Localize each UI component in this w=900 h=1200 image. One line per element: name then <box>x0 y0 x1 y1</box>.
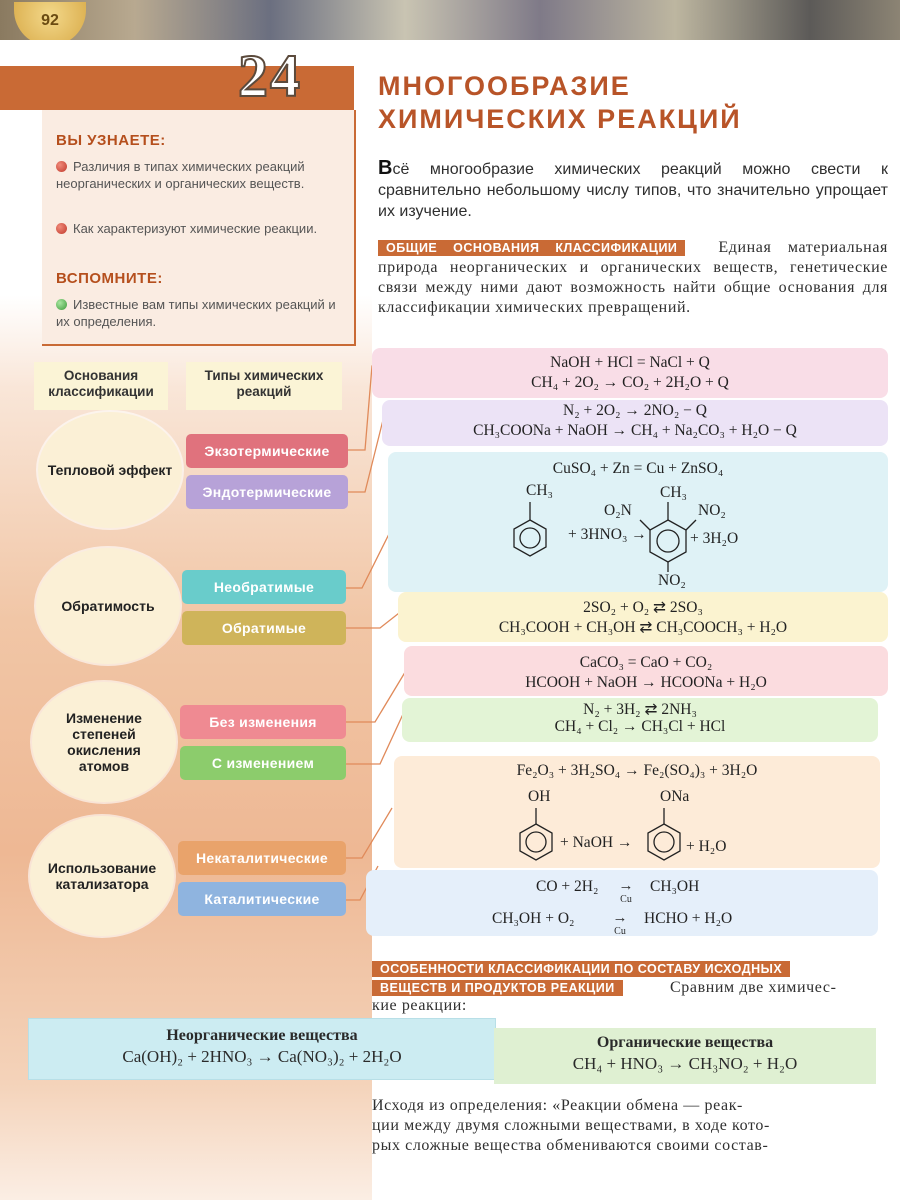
organic-equation: CH₄ + HNO₃ → CH₃NO₂ + H₂O <box>572 1054 798 1073</box>
product-methyl-label: CH₃ <box>660 484 687 501</box>
inorganic-equation: Ca(OH)₂ + 2HNO₃ → Ca(NO₃)₂ + 2H₂O <box>122 1047 402 1066</box>
base-thermal-effect: Тепловой эффект <box>38 412 182 528</box>
noncatalytic-water: + H₂O <box>686 838 727 855</box>
toluene-ring-icon <box>514 502 546 556</box>
chapter-title-line-1: МНОГООБРАЗИЕ <box>378 71 631 101</box>
type-irreversible: Необратимые <box>182 570 346 604</box>
lesson-number: 24 <box>238 43 302 109</box>
byproduct-water: + 3H₂O <box>690 530 739 547</box>
equation-noncatalytic-1: Fe₂O₃ + 3H₂SO₄ → Fe₂(SO₄)₃ + 3H₂O <box>516 762 758 779</box>
phenol-reagent: + NaOH → <box>560 834 633 851</box>
base-oxidation-state-change: Изменение степеней окисления атомов <box>32 682 176 802</box>
section-1-text: Единая материальная природа неорганических и органических веществ, генетические связи между ними дают возможность найти общие основания для классификации химических превращений. <box>378 239 888 316</box>
organic-title: Органические вещества <box>596 1034 774 1051</box>
remember-item-1-text: Известные вам типы химических реакций и их определения. <box>56 297 336 329</box>
closing-line-2: ции между двумя сложными веществами, в ходе кото- <box>372 1117 770 1134</box>
catalytic-arrow-1: → <box>618 878 634 894</box>
chapter-title-line-2: ХИМИЧЕСКИХ РЕАКЦИЙ <box>378 104 742 134</box>
product-no2-right-label: NO₂ <box>698 502 726 519</box>
equation-exo-2: CH₄ + 2O₂ → CO₂ + 2H₂O + Q <box>531 374 729 391</box>
base-reversibility: Обратимость <box>36 548 180 664</box>
equation-catalytic-2-right: HCHO + H₂O <box>644 910 733 927</box>
equation-irreversible-1: CuSO₄ + Zn = Cu + ZnSO₄ <box>552 460 724 477</box>
type-exothermic: Экзотермические <box>186 434 348 468</box>
equation-endo-2: CH₃COONa + NaOH → CH₄ + Na₂CO₃ + H₂O − Q <box>473 422 797 439</box>
equation-no-change-2: HCOOH + NaOH → HCOONa + H₂O <box>525 674 767 691</box>
product-o2n-label: O₂N <box>604 502 632 519</box>
you-will-learn-heading: ВЫ УЗНАЕТЕ: <box>56 132 166 149</box>
type-noncatalytic: Некаталитические <box>178 841 346 875</box>
catalyst-label-2: Cu <box>614 926 626 937</box>
header-reaction-types: Типы химических реакций <box>186 362 342 410</box>
equation-endo-1: N₂ + 2O₂ → 2NO₂ − Q <box>563 402 707 419</box>
type-with-oxidation-change: С изменением <box>180 746 346 780</box>
type-catalytic: Каталитические <box>178 882 346 916</box>
equation-exo-1: NaOH + HCl = NaCl + Q <box>550 354 710 371</box>
remember-heading: ВСПОМНИТЕ: <box>56 270 163 287</box>
type-no-oxidation-change: Без изменения <box>180 705 346 739</box>
inorganic-title: Неорганические вещества <box>166 1027 358 1044</box>
section-2-text-line-2: кие реакции: <box>372 997 467 1014</box>
equation-catalytic-2-left: CH₃OH + O₂ <box>492 910 575 927</box>
catalytic-arrow-2: → <box>612 910 628 926</box>
phenol-oh-label: OH <box>528 788 551 805</box>
equation-reversible-1: 2SO₂ + O₂ ⇄ 2SO₃ <box>583 599 703 616</box>
type-reversible: Обратимые <box>182 611 346 645</box>
equation-catalytic-1-right: CH₃OH <box>650 878 700 895</box>
phenolate-ring-icon <box>648 808 680 860</box>
phenolate-ona-label: ONa <box>660 788 690 805</box>
learn-item-1-text: Различия в типах химических реакций неорганических и органических веществ. <box>56 159 305 191</box>
section-2-label-line-1: ОСОБЕННОСТИ КЛАССИФИКАЦИИ ПО СОСТАВУ ИСХОДНЫХ <box>372 961 790 977</box>
page-number: 92 <box>41 12 59 29</box>
equation-catalytic-1-left: CO + 2H₂ <box>536 878 599 895</box>
equation-change-2: CH₄ + Cl₂ → CH₃Cl + HCl <box>554 718 726 735</box>
catalyst-label-1: Cu <box>620 894 632 905</box>
drop-cap: В <box>378 157 393 179</box>
comparison-organic <box>494 1028 876 1084</box>
phenol-ring-icon <box>520 808 552 860</box>
type-endothermic: Эндотермические <box>186 475 348 509</box>
product-no2-bottom-label: NO₂ <box>658 572 686 589</box>
equation-no-change-1: CaCO₃ = CaO + CO₂ <box>579 654 713 671</box>
nitration-reagent: + 3HNO₃ → <box>568 526 647 543</box>
closing-line-3: рых сложные вещества обмениваются своими состав- <box>372 1137 769 1154</box>
comparison-inorganic <box>28 1018 496 1080</box>
section-1-label: ОБЩИЕ ОСНОВАНИЯ КЛАССИФИКАЦИИ <box>378 240 685 256</box>
trinitrotoluene-ring-icon <box>640 502 696 572</box>
intro-text: сё многообразие химических реакций можно свести к сравнительно небольшому числу типов, что значительно упрощает их изучение. <box>378 161 888 220</box>
learn-item-2-text: Как характеризуют химические реакции. <box>73 221 318 236</box>
header-classification-bases: Основания классификации <box>34 362 168 410</box>
closing-line-1: Исходя из определения: «Реакции обмена — реак- <box>372 1097 743 1114</box>
equation-change-1: N₂ + 3H₂ ⇄ 2NH₃ <box>583 701 697 718</box>
equation-reversible-2: CH₃COOH + CH₃OH ⇄ CH₃COOCH₃ + H₂O <box>498 619 788 636</box>
section-2-label-line-2: ВЕЩЕСТВ И ПРОДУКТОВ РЕАКЦИИ <box>372 980 623 996</box>
base-catalyst-use: Использование катализатора <box>30 816 174 936</box>
section-2-text-tail: Сравним две химичес- <box>670 979 837 996</box>
toluene-methyl-label: CH₃ <box>526 482 553 499</box>
